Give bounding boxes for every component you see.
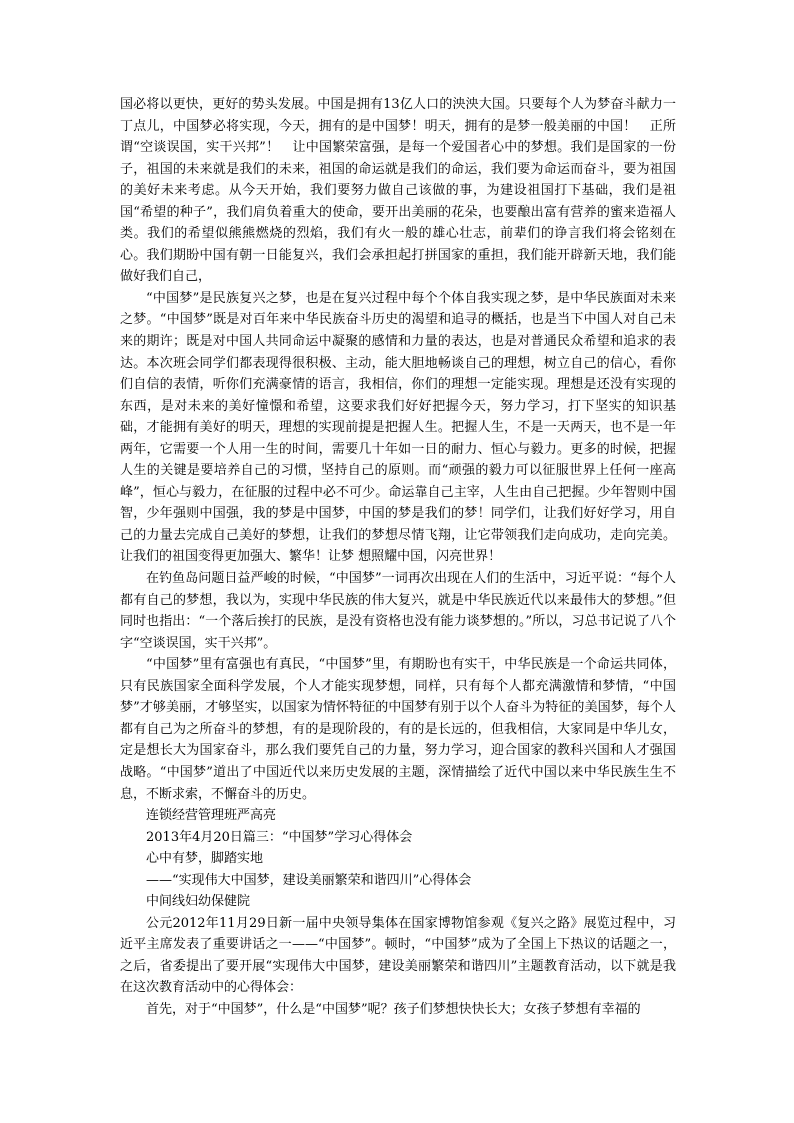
paragraph: “中国梦”里有富强也有真民，“中国梦”里，有期盼也有实干，中华民族是一个命运共同体，只有民族国家全面科学发展，个人才能实现梦想，同样，只有每个人都充满激情和梦情，“中国梦”才够美丽，才够坚实，以国家为情怀特征的中国梦有别于以个人奋斗为特征的美国梦，每个人都有自己为之所奋斗的梦想，有的是现阶段的，有的是长远的，但我相信，大家同是中华儿女，定是想长大为国家奋斗，那么我们要凭自己的力量，努力学习，迎合国家的教科兴国和人才强国战略。“中国梦”道出了中国近代以来历史发展的主题，深情描绘了近代中国以来中华民族生生不息，不断求索，不懈奋斗的历史。: [120, 657, 676, 802]
article-subtitle: ——“实现伟大中国梦，建设美丽繁荣和谐四川”心得体会: [146, 872, 472, 888]
author-organization: 中间线妇幼保健院: [146, 894, 251, 910]
section-heading: 2013年4月20日篇三：“中国梦”学习心得体会: [146, 829, 413, 845]
paragraph: 公元2012年11月29日新一届中央领导集体在国家博物馆参观《复兴之路》展览过程中，习近平主席发表了重要讲话之一——“中国梦”。顿时，“中国梦”成为了全国上下热议的话题之一，之后，省委提出了要开展“实现伟大中国梦，建设美丽繁荣和谐四川”主题教育活动，以下就是我在这次教育活动中的心得体会：: [120, 915, 676, 996]
paragraph: 在钓鱼岛问题日益严峻的时候，“中国梦”一词再次出现在人们的生活中，习近平说：“每个人都有自己的梦想，我以为，实现中华民族的伟大复兴，就是中华民族近代以来最伟大的梦想。”但同时也指出：“一个落后挨打的民族，是没有资格也没有能力谈梦想的。”所以，习总书记说了八个字“空谈误国，实干兴邦”。: [120, 571, 676, 651]
article-title: 心中有梦，脚踏实地: [146, 851, 264, 867]
paragraph: 首先，对于“中国梦”，什么是“中国梦”呢？孩子们梦想快快长大；女孩子梦想有幸福的: [146, 1001, 641, 1017]
document-page: [120, 94, 676, 1021]
paragraph: “中国梦”是民族复兴之梦，也是在复兴过程中每个个体自我实现之梦，是中华民族面对未来之梦。“中国梦”既是对百年来中华民族奋斗历史的渴望和追寻的概括，也是当下中国人对自己未来的期许；既是对中国人共同命运中凝聚的感情和力量的表达，也是对普通民众希望和追求的表达。本次班会同学们都表现得很积极、主动，能大胆地畅谈自己的理想，树立自己的信心，看你们自信的表情，听你们充满豪情的语言，我相信，你们的理想一定能实现。理想是还没有实现的东西，是对未来的美好憧憬和希望，这要求我们好好把握今天，努力学习，打下坚实的知识基础，才能拥有美好的明天，理想的实现前提是把握人生。把握人生，不是一天两天，也不是一年两年，它需要一个人用一生的时间，需要几十年如一日的耐力、恒心与毅力。更多的时候，把握人生的关键是要培养自己的习惯，坚持自己的原则。而“顽强的毅力可以征服世界上任何一座高峰”，恒心与毅力，在征服的过程中必不可少。命运靠自己主宰，人生由自己把握。少年智则中国智，少年强则中国强，我的梦是中国梦，中国的梦是我们的梦！同学们，让我们好好学习，用自己的力量去完成自己美好的梦想，让我们的梦想尽情飞翔，让它带领我们走向成功，走向完美。让我们的祖国变得更加强大、繁华！让梦 想照耀中国，闪亮世界！: [120, 290, 676, 565]
paragraph: 国必将以更快，更好的势头发展。中国是拥有13亿人口的泱泱大国。只要每个人为梦奋斗献力一丁点儿，中国梦必将实现，今天，拥有的是中国梦！明天，拥有的是梦一般美丽的中国！ 正所谓“空谈误国，实干兴邦”！ 让中国繁荣富强，是每一个爱国者心中的梦想。我们是国家的一份子，祖国的未来就是我们的未来，祖国的命运就是我们的命运，我们要为命运而奋斗，要为祖国的美好未来考虑。从今天开始，我们要努力做自己该做的事，为建设祖国打下基础，我们是祖国“希望的种子”，我们肩负着重大的使命，要开出美丽的花朵，也要酿出富有营养的蜜来造福人类。我们的希望似熊熊燃烧的烈焰，我们有火一般的雄心壮志，前辈们的诤言我们将会铭刻在心。我们期盼中国有朝一日能复兴，我们会承担起打拼国家的重担，我们能开辟新天地，我们能做好我们自己，: [120, 97, 676, 285]
author-line: 连锁经营管理班严高亮: [146, 808, 277, 824]
